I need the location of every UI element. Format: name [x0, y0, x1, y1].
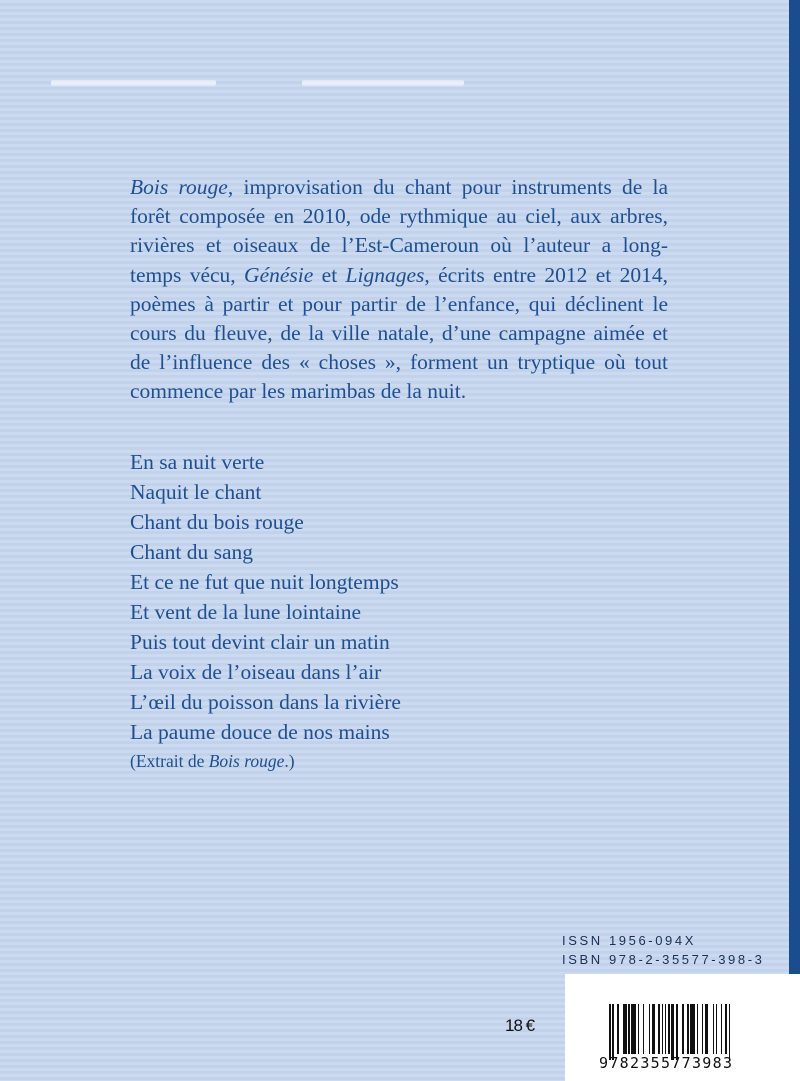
price-label: 18 € [505, 1016, 535, 1035]
blurb-line [130, 319, 668, 348]
blurb-line [130, 231, 668, 260]
poem-source-citation [130, 749, 401, 773]
citation-prefix: (Extrait de [130, 751, 209, 771]
poem-verse: Chant du bois rouge [130, 510, 304, 534]
poem-verse: Puis tout devint clair un matin [130, 630, 390, 654]
decorative-bar-right [302, 80, 464, 86]
blurb-text: temps vécu, [130, 262, 245, 287]
poem-verse: La voix de l’oiseau dans l’air [130, 660, 382, 684]
blurb-text: de l’influence des « choses », forment un tryptique où tout [130, 350, 668, 375]
spine-edge [789, 0, 800, 974]
back-cover-blurb [130, 173, 668, 407]
blurb-line [130, 348, 668, 377]
poem-verse: La paume douce de nos mains [130, 720, 390, 744]
blurb-line [130, 261, 668, 290]
poem-verse: Chant du sang [130, 540, 254, 564]
blurb-text: et [313, 262, 346, 287]
isbn-label: ISBN 978-2-35577-398-3 [562, 952, 765, 967]
blurb-text: poèmes à partir et pour partir de l’enfance, qui déclinent le [130, 291, 668, 316]
blurb-text: commence par les marimbas de la nuit. [130, 379, 467, 404]
barcode-panel [565, 974, 800, 1081]
blurb-title-italic: Lignages [345, 262, 425, 287]
blurb-text: rivières et oiseaux de l’Est-Cameroun où l’auteur a long- [130, 233, 668, 258]
publication-identifiers [562, 931, 764, 969]
poem-verse: Et vent de la lune lointaine [130, 600, 362, 624]
blurb-text: cours du fleuve, de la ville natale, d’une campagne aimée et [130, 320, 668, 345]
blurb-title-italic: Génésie [244, 262, 314, 287]
blurb-line [130, 290, 668, 319]
barcode-icon [609, 1004, 749, 1054]
blurb-text: , écrits entre 2012 et 2014, [424, 262, 668, 287]
blurb-title-italic: Bois rouge [130, 175, 228, 199]
blurb-line [130, 173, 668, 202]
blurb-line [130, 377, 668, 406]
poem-verse: Naquit le chant [130, 480, 262, 504]
issn-label: ISSN 1956-094X [562, 933, 696, 948]
blurb-text: , improvisation du chant pour instruments de la [227, 175, 668, 199]
blurb-text: forêt composée en 2010, ode rythmique au ciel, aux arbres, [130, 204, 668, 229]
poem-verse: Et ce ne fut que nuit longtemps [130, 570, 399, 594]
citation-title: Bois rouge [208, 751, 285, 771]
decorative-bar-left [51, 80, 216, 86]
poem-verse: L’œil du poisson dans la rivière [130, 690, 401, 714]
barcode-digits: 9782355773983 [599, 1054, 734, 1072]
blurb-line [130, 202, 668, 231]
poem-excerpt [130, 447, 401, 773]
citation-suffix: .) [284, 751, 295, 771]
poem-verse: En sa nuit verte [130, 450, 265, 474]
